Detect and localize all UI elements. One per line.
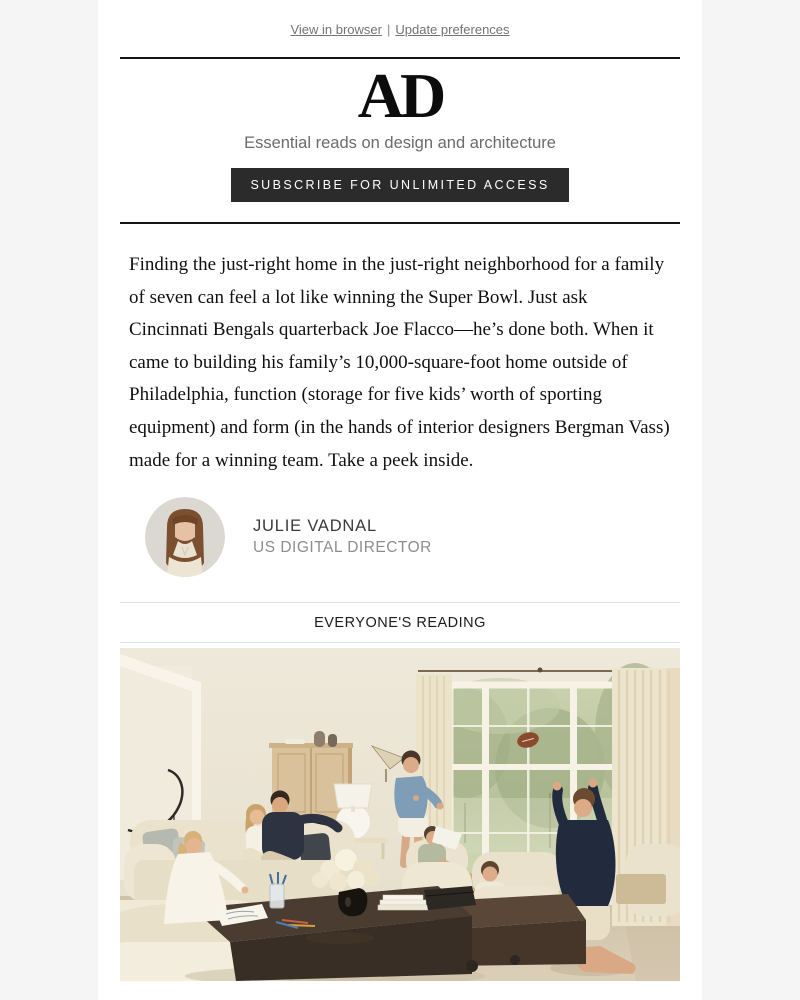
author-role: US DIGITAL DIRECTOR: [253, 539, 432, 557]
brand-tagline: Essential reads on design and architecture: [244, 134, 556, 152]
brand-logo[interactable]: AD: [357, 60, 443, 131]
author-byline: [145, 497, 665, 577]
subscribe-button[interactable]: SUBSCRIBE FOR UNLIMITED ACCESS: [231, 168, 568, 202]
author-text: [253, 517, 432, 557]
living-room-illustration: [120, 648, 680, 981]
header-bottom-rule: [120, 222, 680, 224]
subscribe-button-row: [120, 168, 680, 202]
author-avatar-illustration: [145, 497, 225, 577]
link-separator: |: [386, 22, 391, 37]
view-in-browser-link[interactable]: View in browser: [290, 22, 382, 37]
section-label: EVERYONE'S READING: [314, 615, 486, 632]
article-intro: Finding the just-right home in the just-right neighborhood for a family of seven can feel a lot like winning the Super Bowl. Just ask Cincinnati Bengals quarterback Joe Flacco—he’s done both. When it came to building his family’s 10,000-square-foot home outside of Philadelphia, function (storage for five kids’ worth of sporting equipment) and form (in the hands of interior designers Bergman Vass) made for a winning team. Take a peek inside.: [129, 254, 670, 471]
update-preferences-link[interactable]: Update preferences: [395, 22, 510, 37]
author-avatar: [145, 497, 225, 577]
hero-photo[interactable]: [120, 648, 680, 981]
email-card: [98, 0, 702, 1000]
section-divider: [120, 602, 680, 643]
utility-bar: [120, 0, 680, 37]
top-rule: [120, 57, 680, 59]
author-name: JULIE VADNAL: [253, 517, 377, 536]
section-rule-bottom: [120, 642, 680, 643]
